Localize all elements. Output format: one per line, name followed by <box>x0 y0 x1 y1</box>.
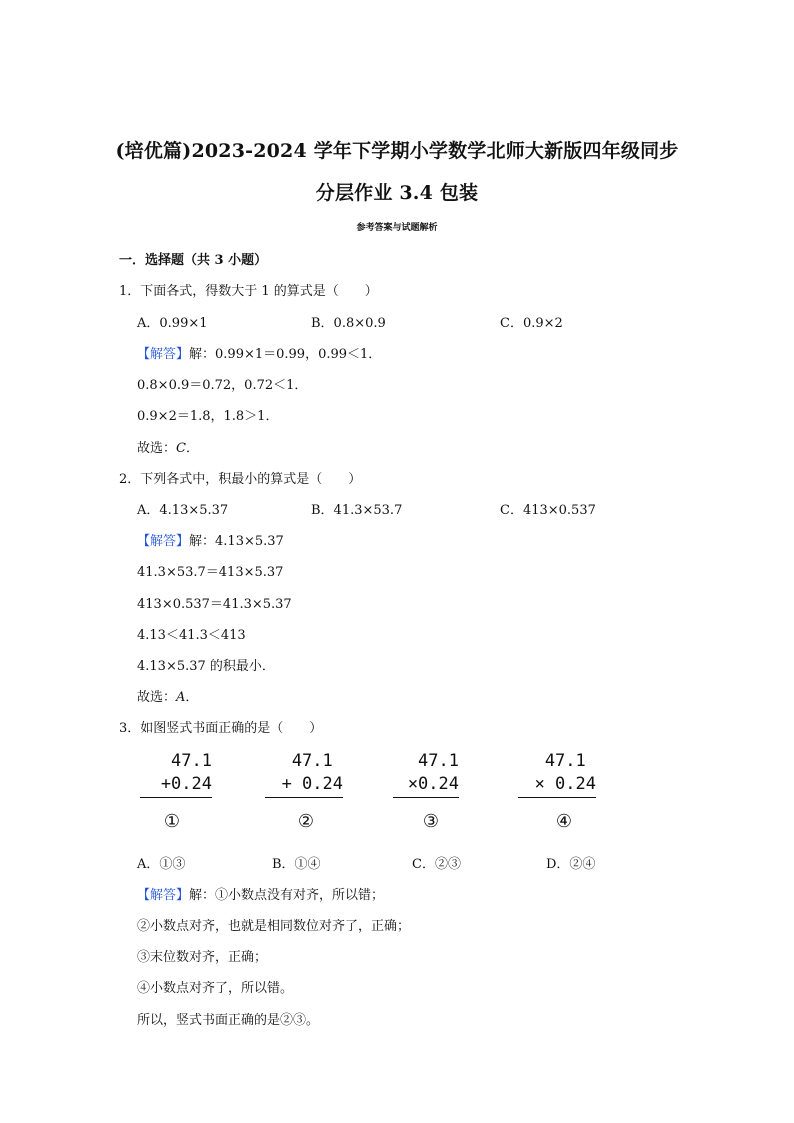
q3-answer-line-4: ④小数点对齐了，所以错。 <box>137 981 294 996</box>
q2-option-a: A．4.13×5.37 <box>137 503 229 518</box>
q2-answer-line-3: 413×0.537＝41.3×5.37 <box>137 597 292 612</box>
calc-top: 47.1 <box>291 751 343 771</box>
answer-tag: 【解答】 <box>137 534 190 549</box>
q3-option-b: B．①④ <box>272 857 321 872</box>
q3-answer-line-2: ②小数点对齐，也就是相同数位对齐了，正确； <box>137 919 411 934</box>
answer-tag: 【解答】 <box>137 888 190 903</box>
answer-tag: 【解答】 <box>137 347 190 362</box>
q2-answer-line-5: 4.13×5.37 的积最小． <box>137 659 275 674</box>
title-line-1: (培优篇)2023-2024 学年下学期小学数学北师大新版四年级同步 <box>115 140 679 162</box>
answer-text: 解：①小数点没有对齐，所以错； <box>189 888 385 903</box>
q3-option-a: A．①③ <box>137 857 186 872</box>
calc-rule <box>518 797 596 798</box>
q2-option-b: B．41.3×53.7 <box>311 503 403 518</box>
q1-option-b: B．0.8×0.9 <box>311 316 386 331</box>
q2-stem: 2．下列各式中，积最小的算式是（ ） <box>119 472 362 487</box>
subtitle: 参考答案与试题解析 <box>356 223 438 233</box>
conclusion-prefix: 故选： <box>137 441 177 456</box>
q1-answer-line-1 <box>137 343 381 362</box>
calc-rule <box>140 797 212 798</box>
q3-option-c: C．②③ <box>412 857 461 872</box>
q1-conclusion <box>137 437 199 456</box>
calc-bottom: +0.24 <box>160 774 212 794</box>
conclusion-suffix: ． <box>185 690 199 705</box>
q1-option-a: A．0.99×1 <box>137 316 208 331</box>
conclusion-prefix: 故选： <box>137 690 177 705</box>
conclusion-letter: C <box>176 441 186 456</box>
q3-answer-line-5: 所以，竖式书面正确的是②③。 <box>137 1013 320 1028</box>
vertical-calc-3 <box>393 750 459 798</box>
calc-top: 47.1 <box>544 751 596 771</box>
q2-conclusion <box>137 686 198 705</box>
calc-bottom: × 0.24 <box>534 774 596 794</box>
figure-mark-2: ② <box>297 811 315 832</box>
calc-bottom: + 0.24 <box>281 774 343 794</box>
answer-text: 解：4.13×5.37 <box>189 534 284 549</box>
figure-mark-1: ① <box>163 811 181 832</box>
title-line-2: 分层作业 3.4 包装 <box>315 182 479 204</box>
vertical-calc-4 <box>518 750 596 798</box>
figure-mark-3: ③ <box>422 811 440 832</box>
calc-rule <box>265 797 343 798</box>
calc-top: 47.1 <box>418 751 459 771</box>
q3-stem: 3．如图竖式书面正确的是（ ） <box>119 721 323 736</box>
calc-bottom: ×0.24 <box>407 774 459 794</box>
q3-answer-line-3: ③末位数对齐，正确； <box>137 950 268 965</box>
conclusion-letter: A <box>176 690 186 705</box>
q1-option-c: C．0.9×2 <box>500 316 563 331</box>
calc-rule <box>393 797 459 798</box>
answer-text: 解：0.99×1＝0.99，0.99＜1． <box>189 347 382 362</box>
conclusion-suffix: ． <box>185 441 199 456</box>
q2-answer-line-4: 4.13＜41.3＜413 <box>137 628 246 643</box>
q3-answer-line-1 <box>137 884 384 903</box>
vertical-calc-2 <box>265 750 343 798</box>
q2-answer-line-1 <box>137 530 284 549</box>
q1-stem: 1．下面各式，得数大于 1 的算式是（ ） <box>119 284 378 299</box>
figure-mark-4: ④ <box>555 811 573 832</box>
q1-answer-line-2: 0.8×0.9＝0.72，0.72＜1． <box>137 378 308 393</box>
q1-answer-line-3: 0.9×2＝1.8，1.8＞1． <box>137 409 279 424</box>
section-heading: 一．选择题（共 3 小题） <box>119 253 268 268</box>
calc-top: 47.1 <box>160 751 212 771</box>
q2-answer-line-2: 41.3×53.7＝413×5.37 <box>137 565 284 580</box>
q2-option-c: C．413×0.537 <box>500 503 596 518</box>
q3-option-d: D．②④ <box>546 857 596 872</box>
vertical-calc-1 <box>140 750 212 798</box>
